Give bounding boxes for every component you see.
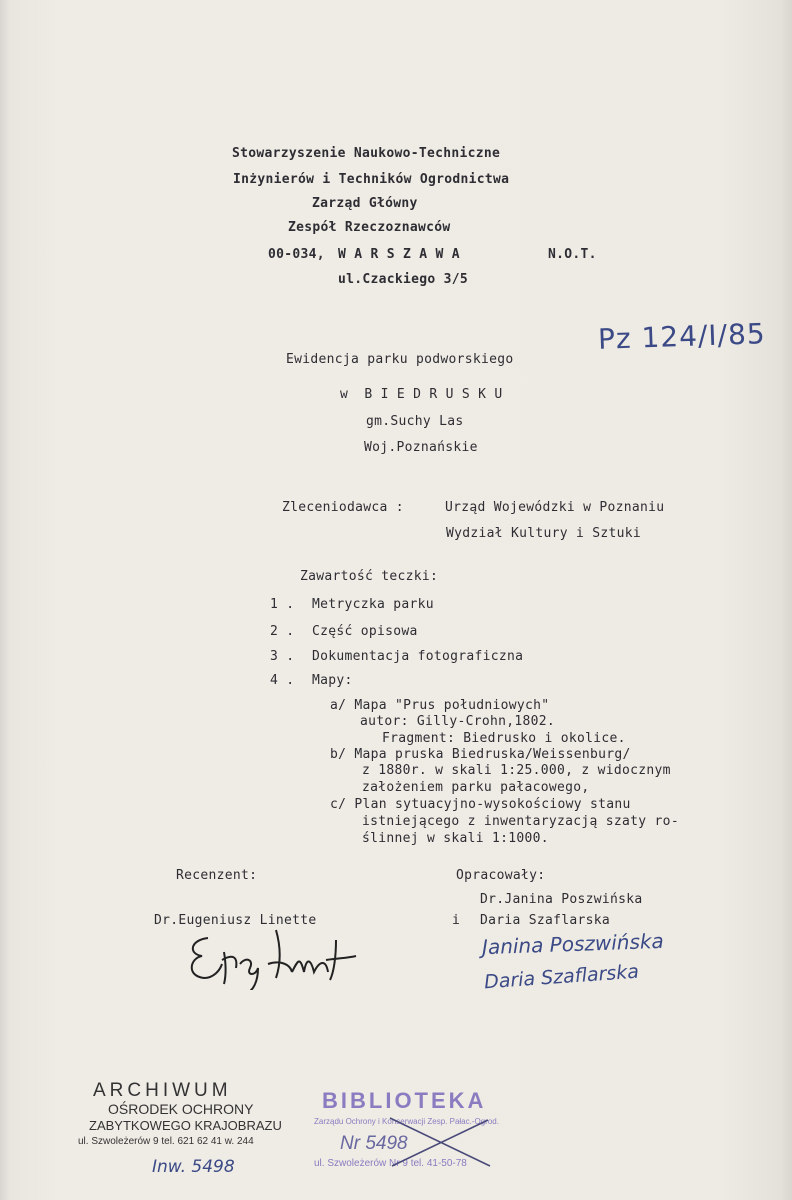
author-name-2: Daria Szaflarska bbox=[480, 913, 611, 928]
map-b-line-2: z 1880r. w skali 1:25.000, z widocznym bbox=[362, 763, 671, 778]
library-stamp-cross bbox=[380, 1112, 500, 1172]
contents-num-3: 3 . bbox=[270, 649, 295, 664]
header-line-4: Zespół Rzeczoznawców bbox=[288, 220, 451, 235]
client-line-2: Wydział Kultury i Sztuki bbox=[446, 526, 642, 541]
reviewer-signature bbox=[180, 920, 380, 990]
library-stamp-number: Nr 5498 bbox=[340, 1133, 408, 1154]
client-label: Zleceniodawca : bbox=[282, 500, 404, 515]
contents-item-4: Mapy: bbox=[312, 673, 353, 688]
archive-stamp-line-3: ZABYTKOWEGO KRAJOBRAZU bbox=[89, 1118, 282, 1133]
reference-number: Pz 124/I/85 bbox=[597, 317, 767, 356]
client-line-1: Urząd Wojewódzki w Poznaniu bbox=[445, 500, 665, 515]
contents-num-4: 4 . bbox=[270, 673, 295, 688]
header-postcode: 00-034, bbox=[268, 247, 325, 262]
reviewer-name: Dr.Eugeniusz Linette bbox=[154, 913, 317, 928]
author-conj: i bbox=[452, 913, 461, 928]
contents-item-3: Dokumentacja fotograficzna bbox=[312, 649, 524, 664]
library-stamp-address: ul. Szwoleżerów Nr 9 tel. 41-50-78 bbox=[314, 1158, 467, 1169]
archive-stamp-line-2: OŚRODEK OCHRONY bbox=[108, 1101, 254, 1117]
map-c-line-3: ślinnej w skali 1:1000. bbox=[362, 831, 549, 846]
author-signature-1: Janina Poszwińska bbox=[481, 928, 665, 960]
map-a-line-1: a/ Mapa "Prus południowych" bbox=[330, 698, 550, 713]
contents-item-1: Metryczka parku bbox=[312, 597, 434, 612]
archive-stamp-title: ARCHIWUM bbox=[93, 1080, 232, 1101]
header-line-1: Stowarzyszenie Naukowo-Techniczne bbox=[232, 146, 501, 161]
library-stamp-subtitle: Zarządu Ochrony i Konserwacji Zesp. Pałac.-Ogrod. bbox=[314, 1117, 499, 1126]
map-b-line-3: założeniem parku pałacowego, bbox=[362, 780, 590, 795]
author-signature-2: Daria Szaflarska bbox=[483, 960, 640, 994]
header-not: N.O.T. bbox=[548, 247, 597, 262]
contents-num-2: 2 . bbox=[270, 624, 295, 639]
map-c-line-1: c/ Plan sytuacyjno-wysokościowy stanu bbox=[330, 797, 631, 812]
contents-heading: Zawartość teczki: bbox=[300, 569, 439, 584]
map-a-line-2: autor: Gilly-Crohn,1802. bbox=[360, 714, 556, 729]
map-a-line-3: Fragment: Biedrusko i okolice. bbox=[382, 731, 626, 746]
author-name-1: Dr.Janina Poszwińska bbox=[480, 892, 643, 907]
header-address: ul.Czackiego 3/5 bbox=[338, 272, 469, 287]
title-line-4: Woj.Poznańskie bbox=[364, 440, 478, 455]
title-line-2: w B I E D R U S K U bbox=[340, 387, 503, 402]
reviewer-label: Recenzent: bbox=[176, 868, 258, 883]
contents-num-1: 1 . bbox=[270, 597, 295, 612]
contents-item-2: Część opisowa bbox=[312, 624, 418, 639]
title-line-1: Ewidencja parku podworskiego bbox=[286, 352, 514, 367]
map-c-line-2: istniejącego z inwentaryzacją szaty ro- bbox=[362, 814, 679, 829]
authors-label: Opracowały: bbox=[456, 868, 546, 883]
header-city: W A R S Z A W A bbox=[338, 247, 460, 262]
title-line-3: gm.Suchy Las bbox=[366, 414, 464, 429]
header-line-3: Zarząd Główny bbox=[312, 196, 418, 211]
archive-stamp-line-4: ul. Szwoleżerów 9 tel. 621 62 41 w. 244 bbox=[78, 1136, 254, 1147]
inventory-number: Inw. 5498 bbox=[152, 1157, 235, 1177]
library-stamp-title: BIBLIOTEKA bbox=[322, 1088, 487, 1113]
header-line-2: Inżynierów i Techników Ogrodnictwa bbox=[233, 172, 510, 187]
map-b-line-1: b/ Mapa pruska Biedruska/Weissenburg/ bbox=[330, 747, 631, 762]
